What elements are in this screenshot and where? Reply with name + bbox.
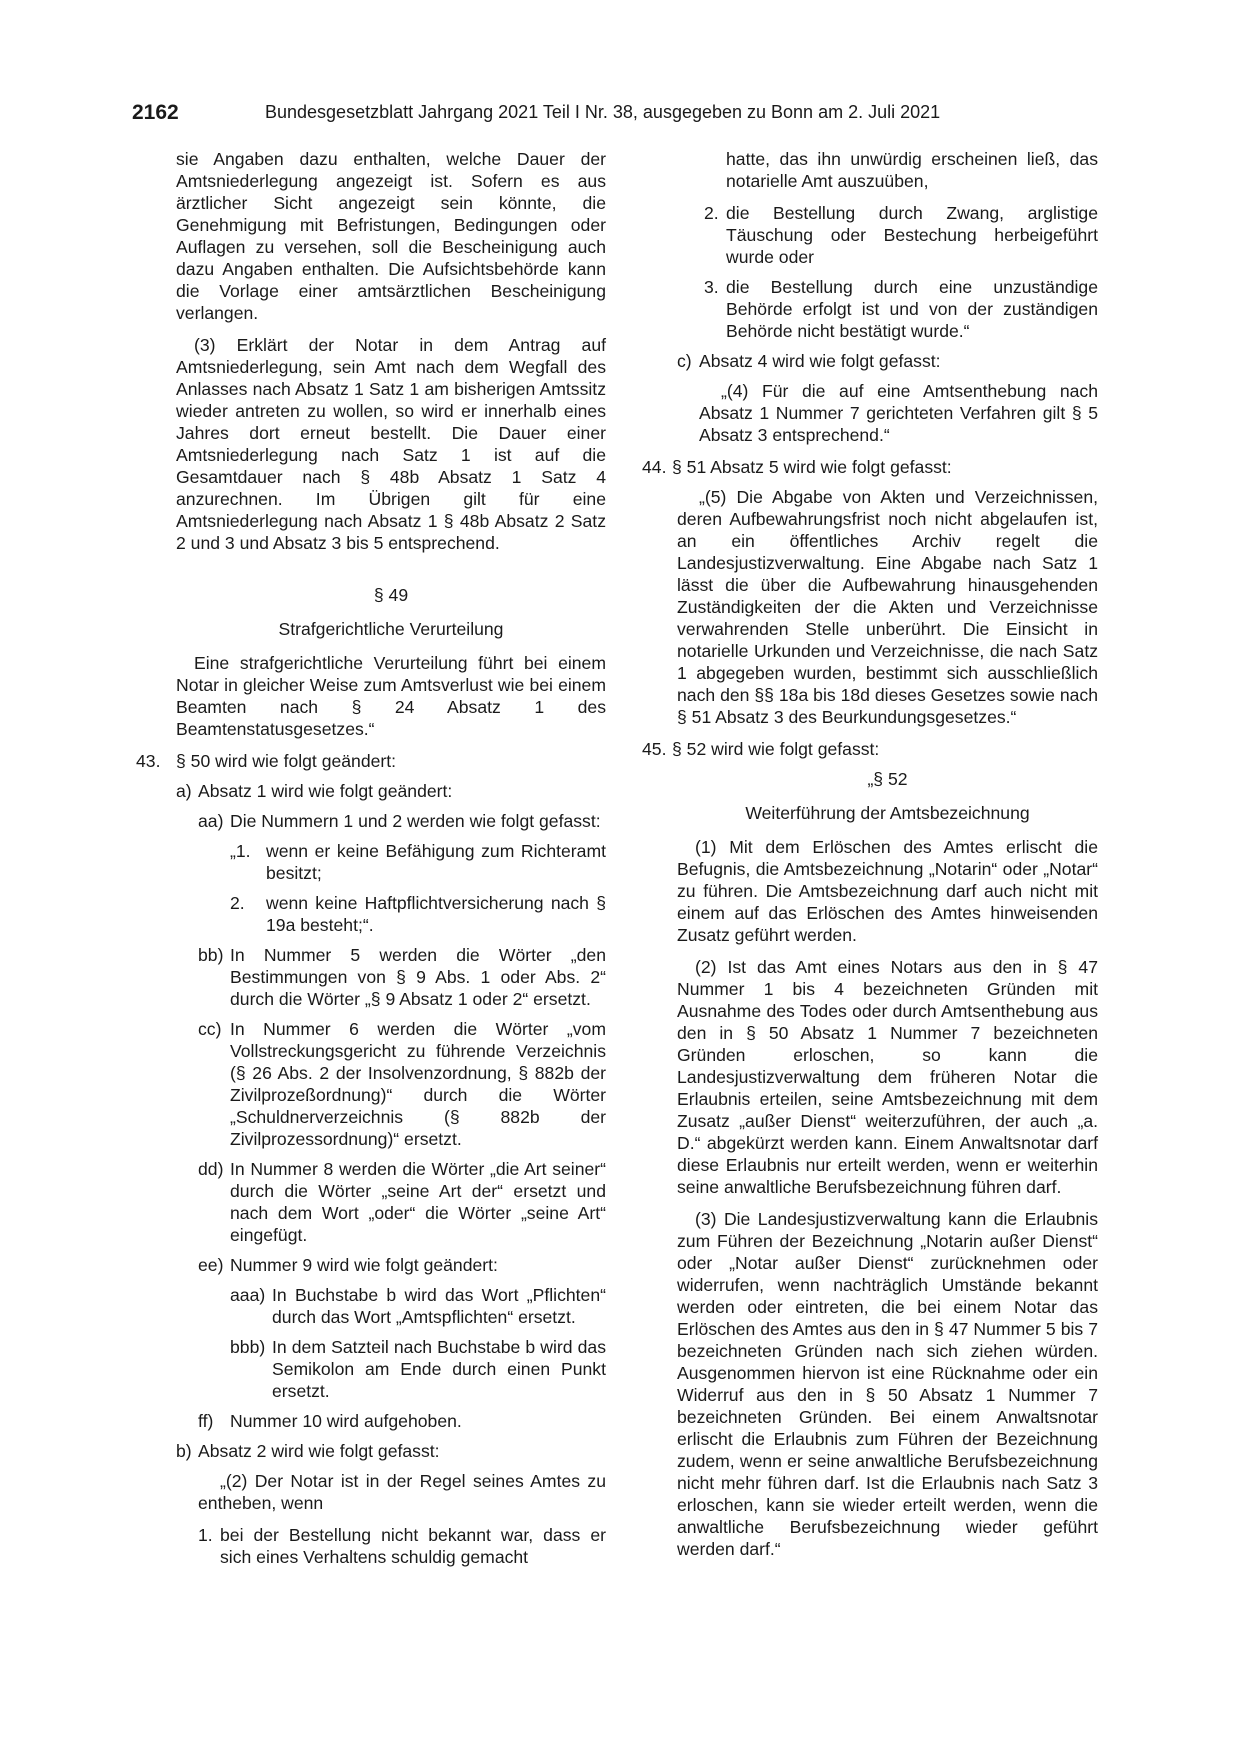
list-item [198,1158,606,1246]
list-item [176,780,606,802]
list-item [230,1284,606,1328]
item-label: aaa) [230,1285,266,1305]
item-label: dd) [198,1159,224,1179]
item-label: 43. [136,751,161,771]
item-label: ee) [198,1255,224,1275]
item-text: Die Nummern 1 und 2 werden wie folgt gefasst: [230,811,601,831]
item-label: cc) [198,1019,222,1039]
item-text: In Nummer 8 werden die Wörter „die Art seiner“ durch die Wörter „seine Art der“ ersetzt und nach dem Wort „oder“ die Wörter „seine Art“ eingefügt. [230,1159,606,1245]
page-number: 2162 [132,101,179,124]
item-label: 3. [704,277,719,297]
item-text: Absatz 1 wird wie folgt geändert: [198,781,453,801]
list-item [642,738,1098,760]
item-label: 44. [642,457,667,477]
item-text: In dem Satzteil nach Buchstabe b wird das Semikolon am Ende durch einen Punkt ersetzt. [272,1337,606,1401]
list-item [198,1018,606,1150]
item-text: wenn er keine Befähigung zum Richteramt besitzt; [266,841,606,883]
item-label: bb) [198,945,224,965]
right-column [644,148,1098,1570]
item-text: In Nummer 6 werden die Wörter „vom Vollstreckungsgericht zu führende Verzeichnis (§ 26 Abs. 2 der Insolvenzordnung, § 882b der Zivilprozeßordnung)“ durch die Wörter „Schuldnerverzeichnis (§ 882b der Zivilprozessordnung)“ ersetzt. [230,1019,606,1149]
item-text: wenn keine Haftpflichtversicherung nach § 19a besteht;“. [266,893,606,935]
list-item [704,276,1098,342]
section-number: § 49 [373,585,409,605]
list-item [198,1410,606,1432]
item-text: In Buchstabe b wird das Wort „Pflichten“ durch das Wort „Amtspflichten“ ersetzt. [272,1285,606,1327]
list-item [198,944,606,1010]
item-label: 2. [704,203,719,223]
item-label: bbb) [230,1337,266,1357]
item-label: 2. [230,893,245,913]
item-label: a) [176,781,192,801]
item-label: ff) [198,1411,214,1431]
paragraph: (1) Mit dem Erlöschen des Amtes erlischt die Befugnis, die Amtsbezeichnung „Notarin“ oder „Notar“ zu führen. Die Amtsbezeichnung darf auch nicht mit einem auf das Erlöschen des Amtes hinweisenden Zusatz geführt werden. [677,837,1098,945]
item-text: die Bestellung durch Zwang, arglistige Täuschung oder Bestechung herbeigeführt wurde oder [726,203,1098,267]
item-text: § 52 wird wie folgt gefasst: [672,739,880,759]
list-item [198,1524,606,1568]
item-label: „1. [230,841,251,861]
list-item [198,1254,606,1276]
item-text: Absatz 4 wird wie folgt gefasst: [699,351,941,371]
item-text: § 51 Absatz 5 wird wie folgt gefasst: [672,457,952,477]
item-text: § 50 wird wie folgt geändert: [176,751,397,771]
running-header: Bundesgesetzblatt Jahrgang 2021 Teil I Nr. 38, ausgegeben zu Bonn am 2. Juli 2021 [265,102,941,122]
item-label: aa) [198,811,224,831]
paragraph: (3) Erklärt der Notar in dem Antrag auf Amtsniederlegung, sein Amt nach dem Wegfall des Anlasses nach Absatz 1 Satz 1 am bisherigen Amtssitz wieder antreten zu wollen, so wird er innerhalb eines Jahres dort erneut bestellt. Die Dauer einer Amtsniederlegung nach Satz 1 ist auf die Gesamtdauer nach § 48b Absatz 1 Satz 4 anzurechnen. Im Übrigen gilt für eine Amtsniederlegung nach Absatz 1 § 48b Absatz 2 Satz 2 und 3 und Absatz 3 bis 5 entsprechend. [176,335,606,553]
continued-text: hatte, das ihn unwürdig erscheinen ließ, das notarielle Amt auszuüben, [726,149,1098,191]
quoted-text: „(4) Für die auf eine Amtsenthebung nach Absatz 1 Nummer 7 gerichteten Verfahren gilt § 5 Absatz 3 entsprechend.“ [699,381,1098,445]
item-text: In Nummer 5 werden die Wörter „den Bestimmungen von § 9 Abs. 1 oder Abs. 2“ durch die Wörter „§ 9 Absatz 1 oder 2“ ersetzt. [230,945,606,1009]
item-text: Nummer 9 wird wie folgt geändert: [230,1255,498,1275]
section-text: Eine strafgerichtliche Verurteilung führt bei einem Notar in gleicher Weise zum Amtsverlust wie bei einem Beamten nach § 24 Absatz 1 des Beamtenstatusgesetzes.“ [176,653,606,739]
list-item [198,810,606,832]
paragraph: (2) Ist das Amt eines Notars aus den in § 47 Nummer 1 bis 4 bezeichneten Gründen mit Ausnahme des Todes oder durch Amtsenthebung aus den in § 50 Absatz 1 Nummer 7 bezeichneten Gründen erloschen, so kann die Landesjustizverwaltung dem früheren Notar die Erlaubnis erteilen, seine Amtsbezeichnung mit dem Zusatz „außer Dienst“ weiterzuführen, der auch „a. D.“ abgekürzt werden kann. Einem Anwaltsnotar darf diese Erlaubnis nur erteilt werden, wenn er weiterhin seine anwaltliche Berufsbezeichnung führen darf. [677,957,1098,1197]
item-label: 1. [198,1525,213,1545]
quoted-text: „(2) Der Notar ist in der Regel seines Amtes zu entheben, wenn [198,1471,606,1513]
list-item [677,350,1098,372]
list-item [230,892,606,936]
section-title: Weiterführung der Amtsbezeichnung [745,803,1030,823]
list-item [230,840,606,884]
item-label: b) [176,1441,192,1461]
list-item [230,1336,606,1402]
paragraph: sie Angaben dazu enthalten, welche Dauer der Amtsniederlegung angezeigt ist. Sofern es aus ärztlicher Sicht angezeigt sein könnte, die Genehmigung mit Befristungen, Bedingungen oder Auflagen zu versehen, soll die Bescheinigung auch dazu Angaben enthalten. Die Aufsichtsbehörde kann die Vorlage einer amtsärztlichen Bescheinigung verlangen. [176,149,606,323]
list-item [704,202,1098,268]
list-item [642,456,1098,478]
list-item [136,750,606,772]
section-number: „§ 52 [867,769,908,789]
item-text: Absatz 2 wird wie folgt gefasst: [198,1441,440,1461]
item-text: bei der Bestellung nicht bekannt war, dass er sich eines Verhaltens schuldig gemacht [220,1525,606,1567]
item-text: die Bestellung durch eine unzuständige Behörde erfolgt ist und von der zuständigen Behörde nicht bestätigt wurde.“ [726,277,1098,341]
left-column [136,148,606,1576]
item-label: c) [677,351,692,371]
section-title: Strafgerichtliche Verurteilung [278,619,504,639]
paragraph: (3) Die Landesjustizverwaltung kann die Erlaubnis zum Führen der Bezeichnung „Notarin außer Dienst“ oder „Notar außer Dienst“ zurücknehmen oder widerrufen, wenn nachträglich Umstände bekannt werden oder eintreten, die bei einem Notar das Erlöschen des Amtes aus den in § 47 Nummer 5 bis 7 bezeichneten Gründen nach sich ziehen würden. Ausgenommen hiervon ist eine Rücknahme oder ein Widerruf aus den in § 50 Absatz 1 Nummer 7 bezeichneten Gründen. Bei einem Anwaltsnotar erlischt die Erlaubnis zum Führen der Bezeichnung zudem, wenn er seine anwaltliche Berufsbezeichnung nicht mehr führen darf. Ist die Erlaubnis nach Satz 3 erloschen, kann sie wieder erteilt werden, wenn die anwaltliche Berufsbezeichnung wieder geführt werden darf.“ [677,1209,1098,1559]
quoted-text: „(5) Die Abgabe von Akten und Verzeichnissen, deren Aufbewahrungsfrist noch nicht abgelaufen ist, an ein öffentliches Archiv regelt die Landesjustizverwaltung. Eine Abgabe nach Satz 1 lässt die über die Aufbewahrung hinausgehenden Zuständigkeiten der die Akten und Verzeichnisse verwahrenden Stelle unberührt. Die Einsicht in notarielle Urkunden und Verzeichnisse, die nach Satz 1 abgegeben wurden, bestimmt sich ausschließlich nach den §§ 18a bis 18d dieses Gesetzes sowie nach § 51 Absatz 3 des Beurkundungsgesetzes.“ [677,487,1098,727]
item-text: Nummer 10 wird aufgehoben. [230,1411,462,1431]
list-item [176,1440,606,1462]
item-label: 45. [642,739,667,759]
